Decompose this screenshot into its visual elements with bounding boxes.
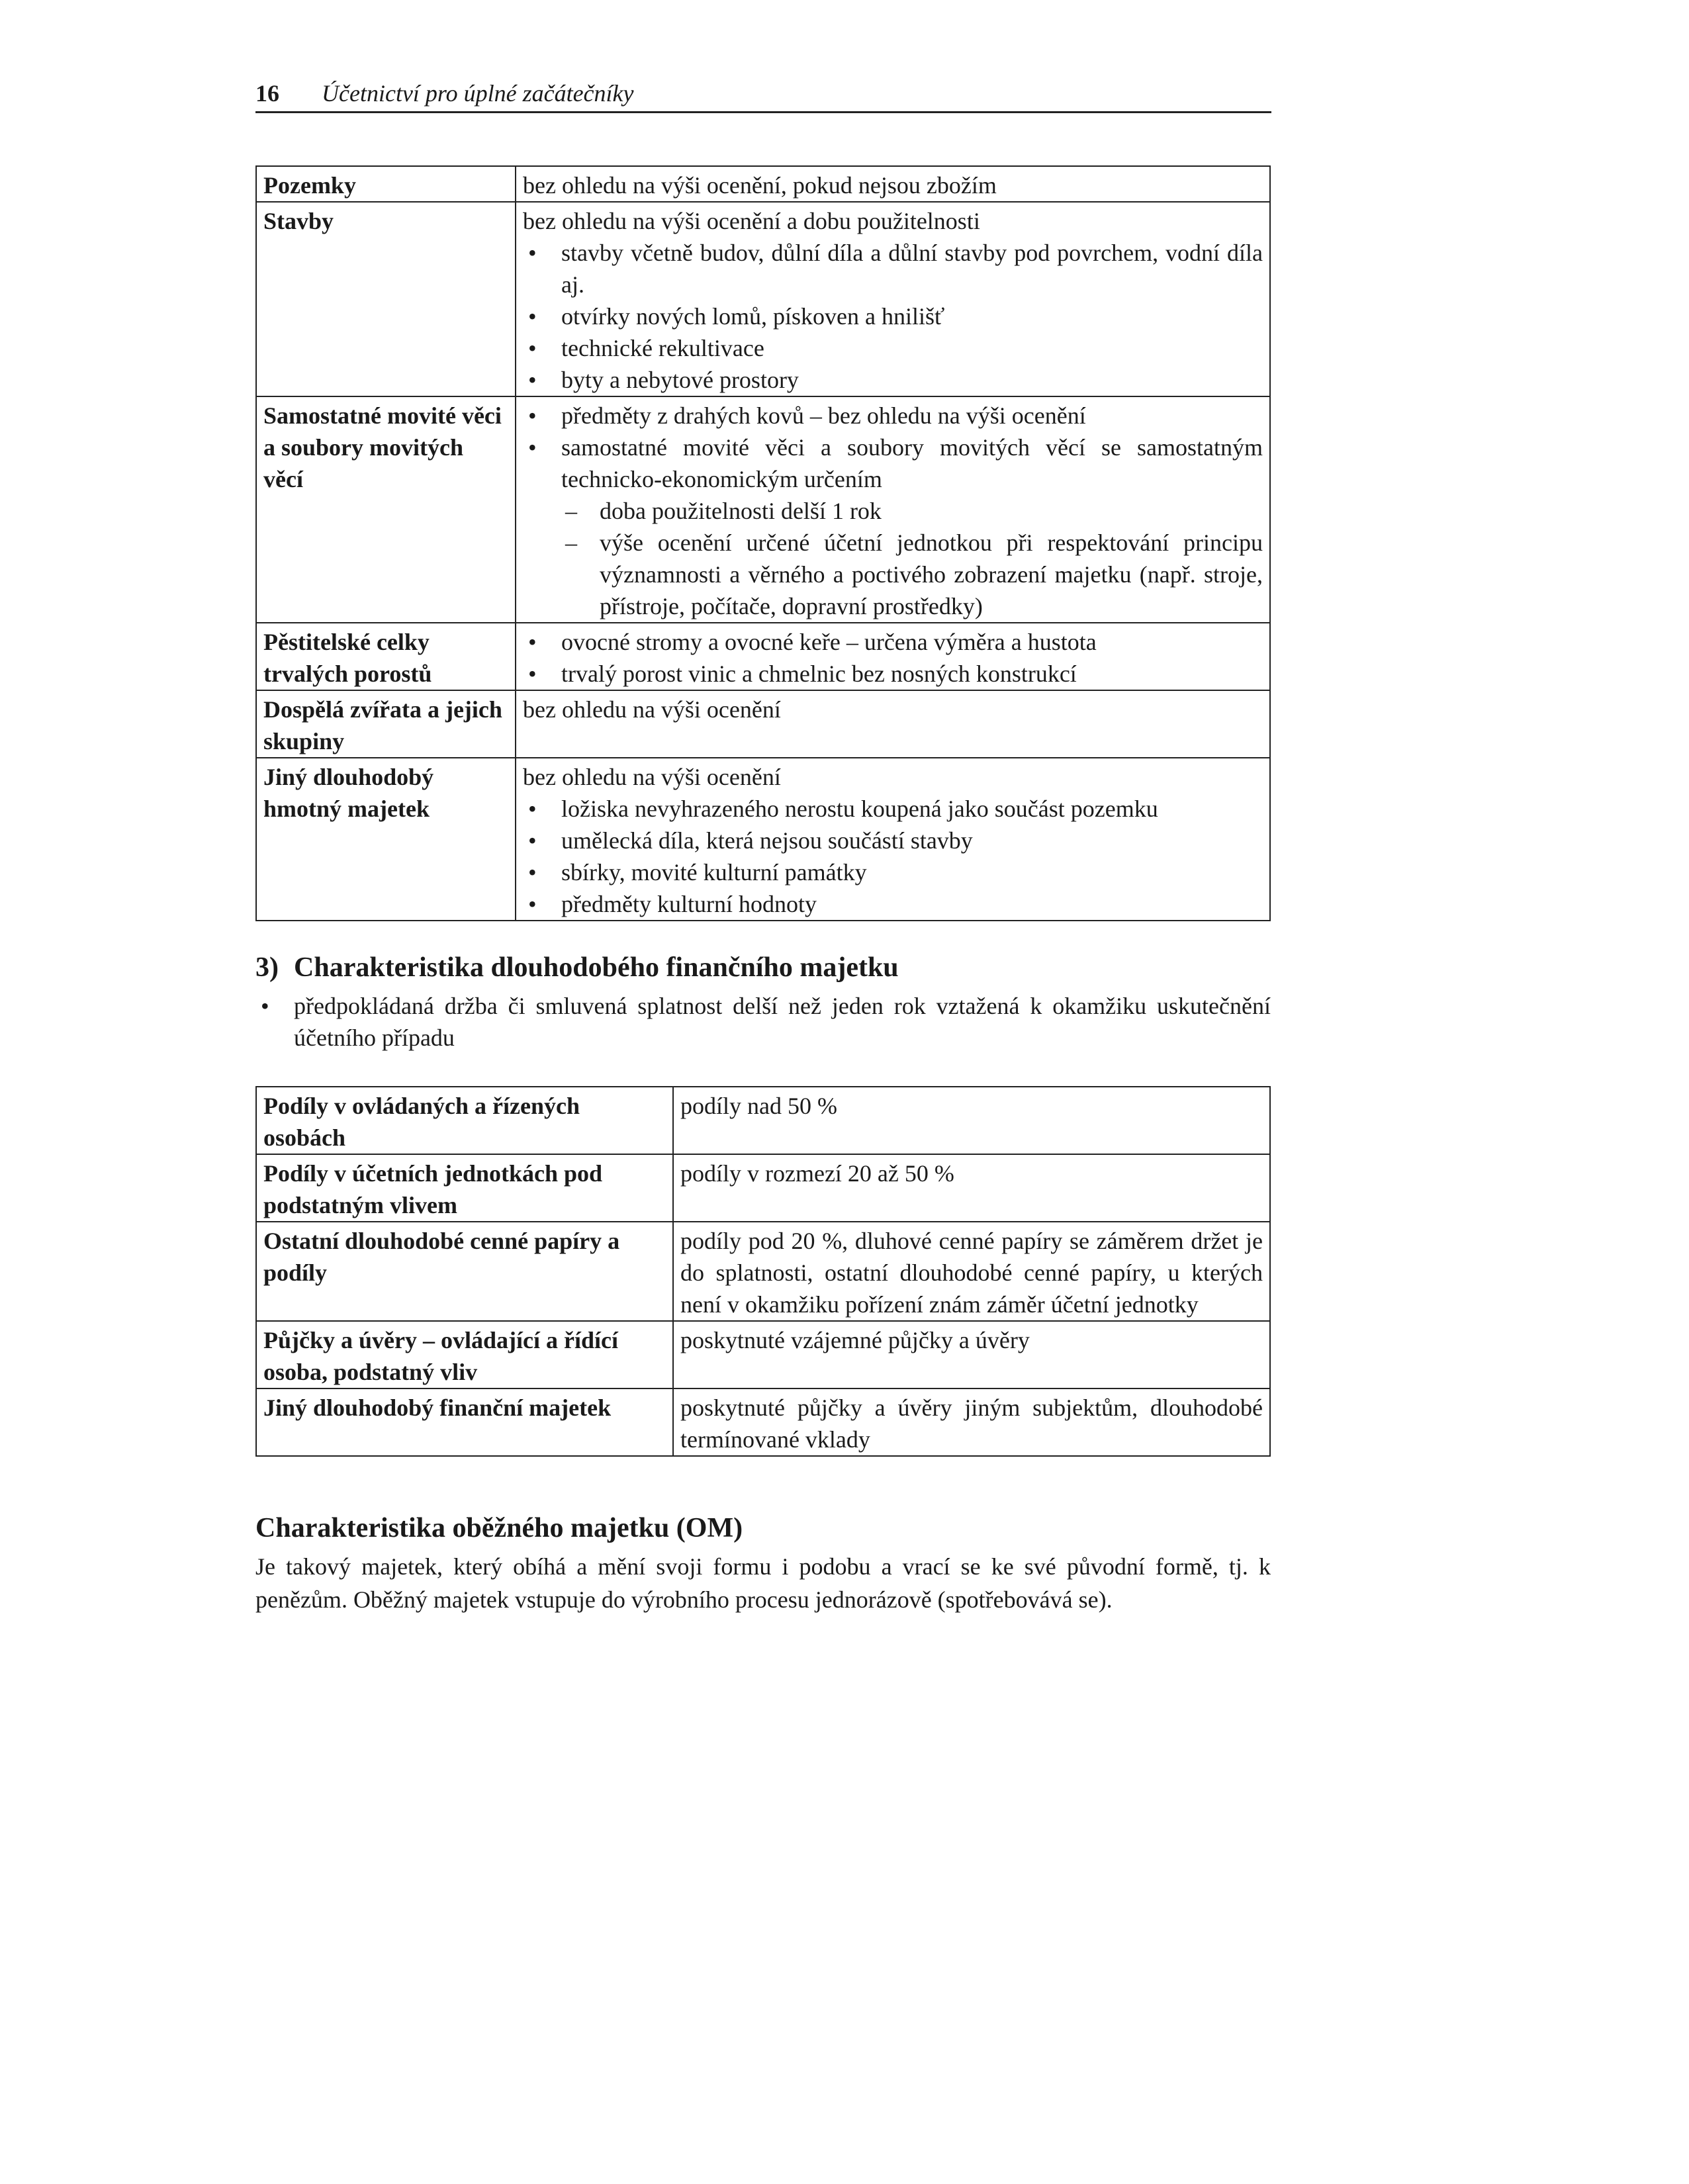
list-item: • sbírky, movité kulturní památky [523, 856, 1263, 888]
list-item: • byty a nebytové prostory [523, 364, 1263, 396]
section-heading [255, 950, 899, 985]
list-item: • otvírky nových lomů, pískoven a hnilišť [523, 300, 1263, 332]
section-number: 3) [255, 952, 279, 983]
list-item: • předpokládaná držba či smluvená splatnost delší než jeden rok vztažená k okamžiku uskutečnění účetního případu [255, 990, 1271, 1054]
table-row [256, 1222, 1270, 1321]
row-label: Ostatní dlouhodobé cenné papíry a podíly [256, 1222, 673, 1321]
row-content [516, 623, 1270, 690]
row-content [516, 396, 1270, 623]
row-label: Stavby [256, 202, 516, 396]
row-intro: bez ohledu na výši ocenění, pokud nejsou zbožím [523, 172, 997, 199]
current-assets-heading: Charakteristika oběžného majetku (OM) [255, 1513, 743, 1543]
row-label: Jiný dlouhodobý finanční majetek [256, 1388, 673, 1456]
tangible-assets-table [255, 165, 1271, 921]
list-item: – výše ocenění určené účetní jednotkou při respektování principu významnosti a věrného a poctivého zobrazení majetku (např. stroje, přístroje, počítače, dopravní prostředky) [561, 527, 1263, 622]
row-label: Pěstitelské celky trvalých porostů [256, 623, 516, 690]
page-number: 16 [255, 80, 279, 107]
table-row [256, 166, 1270, 202]
row-label: Dospělá zvířata a jejich skupiny [256, 690, 516, 758]
list-item: • umělecká díla, která nejsou součástí stavby [523, 825, 1263, 856]
row-label: Podíly v účetních jednotkách pod podstatným vlivem [256, 1154, 673, 1222]
list-item [523, 432, 1263, 622]
bullet-list [523, 400, 1263, 622]
row-content [516, 202, 1270, 396]
row-label: Pozemky [256, 166, 516, 202]
row-label: Podíly v ovládaných a řízených osobách [256, 1087, 673, 1154]
table-row [256, 202, 1270, 396]
table-row [256, 690, 1270, 758]
list-item: – doba použitelnosti delší 1 rok [561, 495, 1263, 527]
list-item: • předměty kulturní hodnoty [523, 888, 1263, 920]
table-row [256, 1321, 1270, 1388]
bullet-list [523, 237, 1263, 396]
list-item: • technické rekultivace [523, 332, 1263, 364]
row-content [516, 166, 1270, 202]
row-value: podíly pod 20 %, dluhové cenné papíry se záměrem držet je do splatnosti, ostatní dlouhodobé cenné papíry, u kterých není v okamžiku pořízení znám záměr účetní jednotky [673, 1222, 1270, 1321]
list-item: • stavby včetně budov, důlní díla a důlní stavby pod povrchem, vodní díla aj. [523, 237, 1263, 300]
list-item-text: samostatné movité věci a soubory movitých věcí se samostatným technicko-ekonomickým určením [561, 434, 1263, 492]
list-item: • předměty z drahých kovů – bez ohledu na výši ocenění [523, 400, 1263, 432]
section-title: Charakteristika dlouhodobého finančního majetku [294, 952, 899, 983]
row-value: poskytnuté půjčky a úvěry jiným subjektům, dlouhodobé termínované vklady [673, 1388, 1270, 1456]
row-label: Půjčky a úvěry – ovládající a řídící osoba, podstatný vliv [256, 1321, 673, 1388]
list-item: • ovocné stromy a ovocné keře – určena výměra a hustota [523, 626, 1263, 658]
table-row [256, 1388, 1270, 1456]
bullet-list [523, 626, 1263, 690]
row-value: podíly nad 50 % [673, 1087, 1270, 1154]
row-intro: bez ohledu na výši ocenění [523, 696, 781, 723]
current-assets-paragraph: Je takový majetek, který obíhá a mění svoji formu i podobu a vrací se ke své původní formě, tj. k penězům. Oběžný majetek vstupuje do výrobního procesu jednorázově (spotřebovává se). [255, 1553, 1271, 1613]
financial-assets-table [255, 1086, 1271, 1457]
row-label: Jiný dlouhodobý hmotný majetek [256, 758, 516, 921]
section-bullet-list [255, 990, 1271, 1054]
row-content [516, 758, 1270, 921]
table-row [256, 396, 1270, 623]
running-header [255, 78, 1271, 113]
row-label: Samostatné movité věci a soubory movitých věcí [256, 396, 516, 623]
list-item: • ložiska nevyhrazeného nerostu koupená jako součást pozemku [523, 793, 1263, 825]
row-intro: bez ohledu na výši ocenění a dobu použitelnosti [523, 208, 980, 234]
dash-list [561, 495, 1263, 622]
table-row [256, 1087, 1270, 1154]
table-row [256, 758, 1270, 921]
row-value: podíly v rozmezí 20 až 50 % [673, 1154, 1270, 1222]
row-intro: bez ohledu na výši ocenění [523, 764, 781, 790]
table-row [256, 1154, 1270, 1222]
table-row [256, 623, 1270, 690]
row-value: poskytnuté vzájemné půjčky a úvěry [673, 1321, 1270, 1388]
bullet-list [523, 793, 1263, 920]
row-content [516, 690, 1270, 758]
list-item: • trvalý porost vinic a chmelnic bez nosných konstrukcí [523, 658, 1263, 690]
book-title: Účetnictví pro úplné začátečníky [322, 80, 634, 107]
